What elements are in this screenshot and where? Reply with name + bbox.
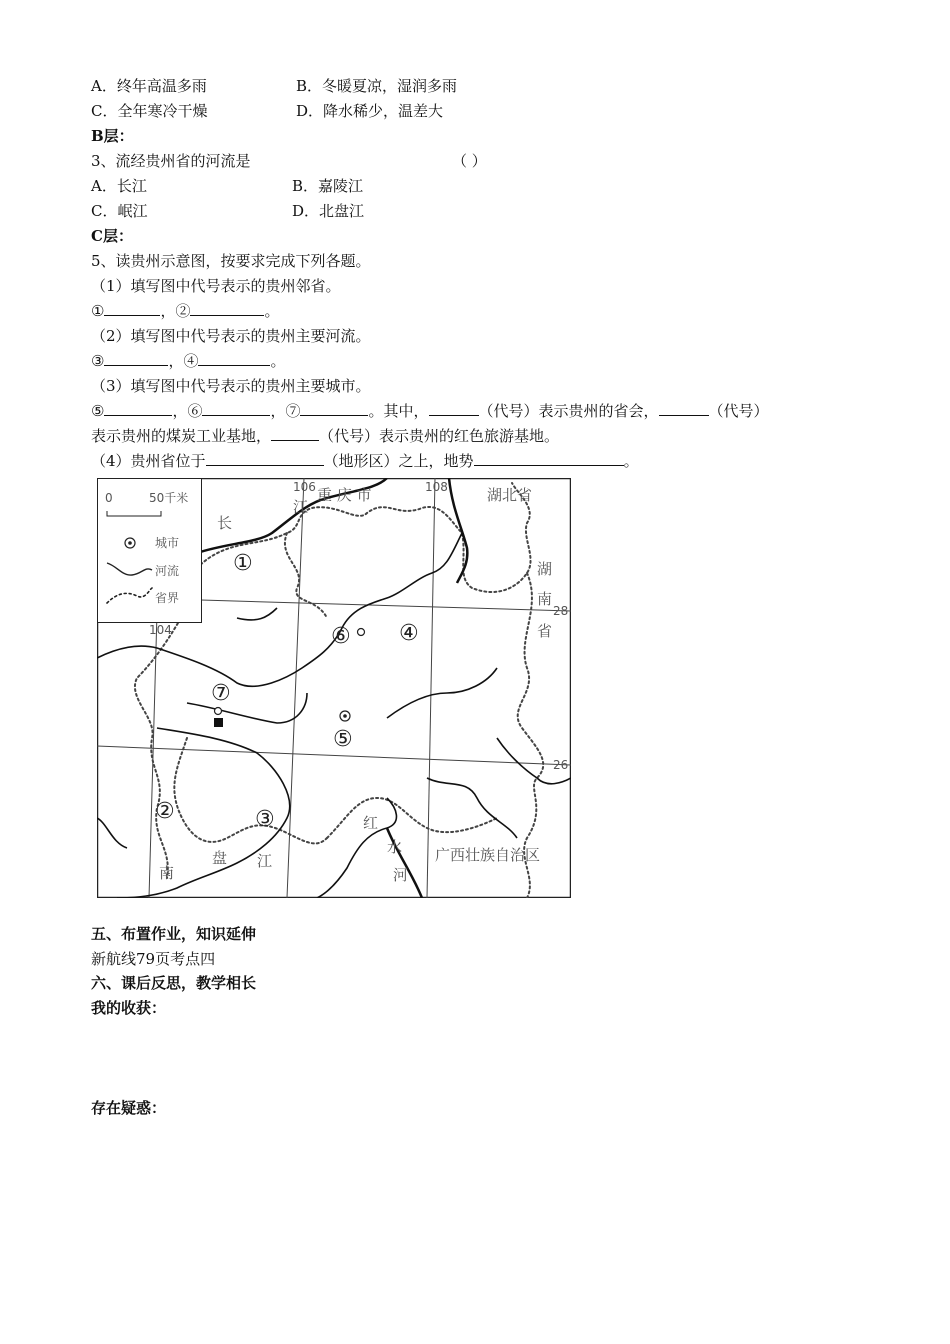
- q3-stem: 3、流经贵州省的河流是: [91, 152, 251, 170]
- q5-part4: （4）贵州省位于 （地形区）之上，地势 。: [91, 452, 639, 470]
- doubt-heading: 存在疑惑：: [91, 1099, 167, 1117]
- homework-text: 新航线79页考点四: [91, 950, 216, 968]
- q5-part3-answers-line1: ⑤ ，⑥ ，⑦ 。其中， （代号）表示贵州的省会， （代号）: [91, 402, 769, 420]
- option-a-prev: A．终年高温多雨: [91, 77, 207, 95]
- marker-6: ⑥: [331, 624, 351, 649]
- answer-blank[interactable]: [271, 426, 319, 441]
- q3-answer-paren: （ ）: [452, 152, 487, 170]
- gain-heading: 我的收获：: [91, 999, 167, 1017]
- q5-part1: （1）填写图中代号表示的贵州邻省。: [91, 277, 341, 295]
- scale-fifty-label: 50千米: [149, 491, 189, 505]
- hubei-label: 湖北省: [487, 486, 533, 504]
- answer-blank[interactable]: [206, 451, 324, 466]
- hunan-label-3: 省: [537, 622, 553, 640]
- q3-option-a: A．长江: [91, 177, 147, 195]
- option-c-prev: C．全年寒冷干燥: [91, 102, 208, 120]
- nanpanjiang-label-jiang: 江: [257, 852, 273, 870]
- marker-4: ④: [399, 621, 419, 646]
- section-5-heading: 五、布置作业，知识延伸: [91, 925, 257, 943]
- answer-blank[interactable]: [190, 301, 264, 316]
- marker-2: ②: [155, 799, 175, 824]
- q5-part1-answers: ① ，② 。: [91, 302, 280, 320]
- answer-blank[interactable]: [300, 401, 368, 416]
- answer-blank[interactable]: [198, 351, 270, 366]
- b-layer-heading: B层：: [91, 127, 134, 145]
- hunan-label-2: 南: [537, 590, 553, 608]
- answer-blank[interactable]: [104, 401, 172, 416]
- q5-part3-answers-line2: 表示贵州的煤炭工业基地， （代号）表示贵州的红色旅游基地。: [91, 427, 560, 445]
- hongshui-label-hong: 红: [363, 814, 379, 832]
- city-5-dot: [343, 714, 347, 718]
- marker-5: ⑤: [333, 727, 353, 752]
- map-legend: [98, 479, 202, 623]
- answer-blank[interactable]: [474, 451, 624, 466]
- chongqing-label: 重 庆 市: [317, 486, 372, 504]
- q5-stem: 5、读贵州示意图，按要求完成下列各题。: [91, 252, 371, 270]
- answer-blank[interactable]: [202, 401, 270, 416]
- legend-border-label: 省界: [155, 591, 180, 605]
- hongshui-label-he: 河: [393, 866, 409, 884]
- answer-blank[interactable]: [104, 301, 160, 316]
- q3-option-c: C．岷江: [91, 202, 148, 220]
- hunan-label-1: 湖: [537, 560, 553, 578]
- q3-option-d: D．北盘江: [292, 202, 365, 220]
- longitude-104-label: 104: [149, 623, 172, 637]
- q5-part2: （2）填写图中代号表示的贵州主要河流。: [91, 327, 371, 345]
- latitude-26-label: 26: [553, 758, 569, 772]
- longitude-106-label: 106: [293, 480, 316, 494]
- section-6-heading: 六、课后反思，教学相长: [91, 974, 257, 992]
- answer-blank[interactable]: [429, 401, 479, 416]
- marker-1: ①: [233, 551, 253, 576]
- scale-zero-label: 0: [105, 491, 113, 505]
- option-b-prev: B．冬暖夏凉，湿润多雨: [296, 77, 458, 95]
- city-6-icon: [358, 629, 365, 636]
- yangtze-label-jiang: 江: [293, 498, 309, 516]
- guizhou-map: [97, 478, 571, 898]
- hongshui-label-shui: 水: [387, 838, 403, 856]
- answer-blank[interactable]: [104, 351, 168, 366]
- yangtze-label: 长: [217, 514, 233, 532]
- q5-part3: （3）填写图中代号表示的贵州主要城市。: [91, 377, 371, 395]
- longitude-108-label: 108: [425, 480, 448, 494]
- marker-3: ③: [255, 807, 275, 832]
- answer-blank[interactable]: [659, 401, 709, 416]
- legend-city-label: 城市: [155, 536, 180, 550]
- nanpanjiang-label-pan: 盘: [212, 849, 228, 867]
- option-d-prev: D．降水稀少，温差大: [296, 102, 444, 120]
- latitude-28-label: 28: [553, 604, 569, 618]
- q5-part2-answers: ③ ，④ 。: [91, 352, 286, 370]
- coal-base-square-icon: [214, 718, 223, 727]
- city-7-icon: [215, 708, 222, 715]
- legend-river-label: 河流: [155, 564, 180, 578]
- marker-7: ⑦: [211, 681, 231, 706]
- city-symbol-dot: [128, 541, 132, 545]
- q3-option-b: B．嘉陵江: [292, 177, 364, 195]
- c-layer-heading: C层：: [91, 227, 133, 245]
- guangxi-label: 广西壮族自治区: [435, 846, 541, 864]
- nanpanjiang-label-nan: 南: [159, 864, 175, 882]
